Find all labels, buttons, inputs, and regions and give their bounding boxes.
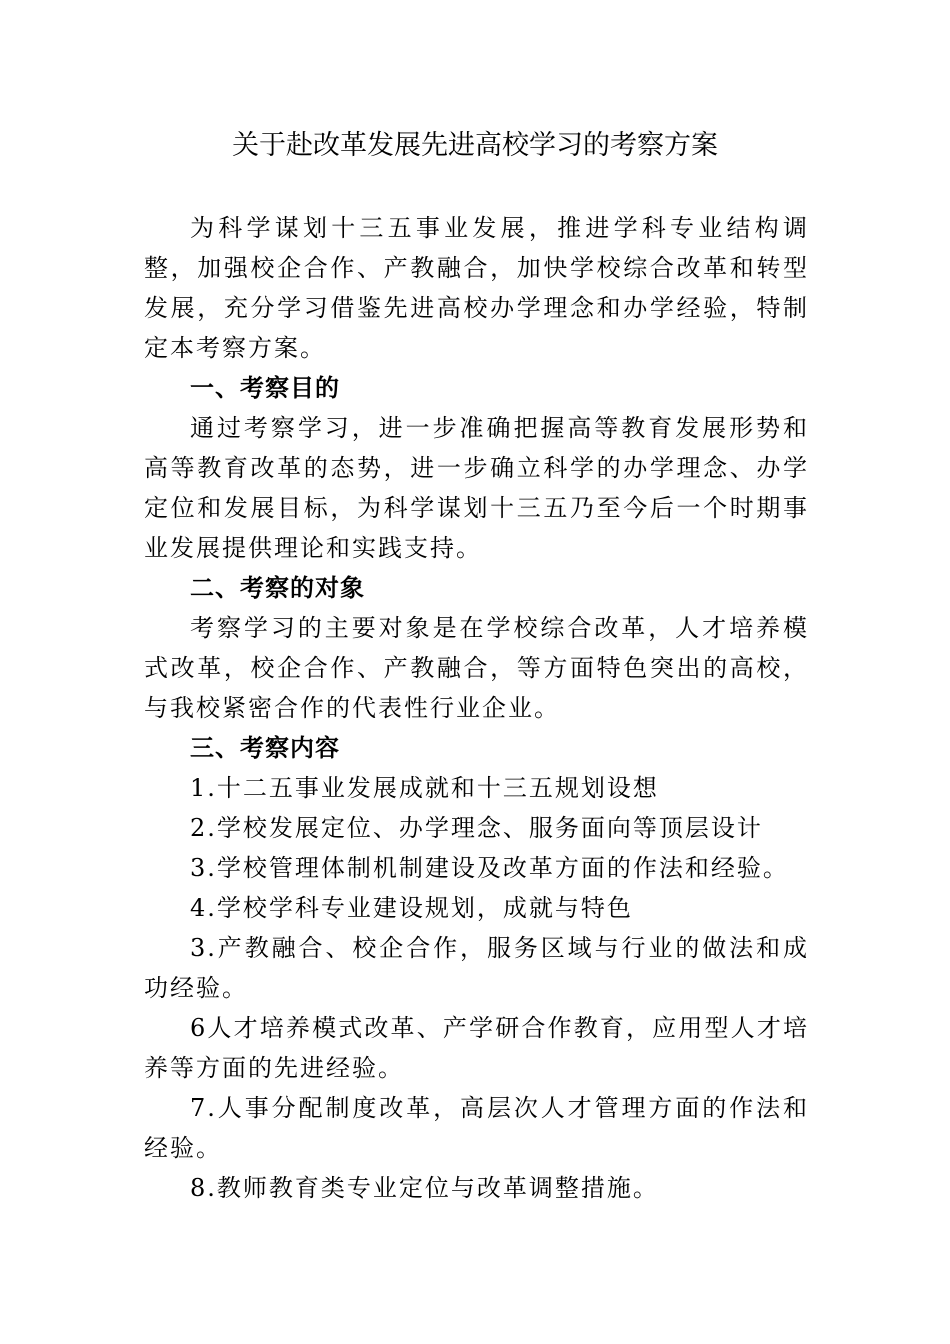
content-item: 1.十二五事业发展成就和十三五规划设想 (190, 774, 659, 802)
content-item: 3.学校管理体制机制建设及改革方面的作法和经验。 (190, 854, 789, 882)
content-item: 4.学校学科专业建设规划，成就与特色 (190, 894, 633, 922)
content-item: 3.产教融合、校企合作，服务区域与行业的做法和成功经验。 (144, 934, 809, 1002)
document-body (144, 208, 809, 1208)
section-text-targets: 考察学习的主要对象是在学校综合改革，人才培养模式改革，校企合作、产教融合，等方面特色突出的高校，与我校紧密合作的代表性行业企业。 (144, 614, 809, 722)
section-heading-targets: 二、考察的对象 (190, 574, 365, 602)
content-item: 7.人事分配制度改革，高层次人才管理方面的作法和经验。 (144, 1094, 809, 1162)
document-title: 关于赴改革发展先进高校学习的考察方案 (232, 130, 718, 161)
section-heading-content: 三、考察内容 (190, 734, 340, 762)
section-text-purpose: 通过考察学习，进一步准确把握高等教育发展形势和高等教育改革的态势，进一步确立科学的办学理念、办学定位和发展目标，为科学谋划十三五乃至今后一个时期事业发展提供理论和实践支持。 (144, 414, 809, 562)
content-item: 2.学校发展定位、办学理念、服务面向等顶层设计 (190, 814, 763, 842)
content-item: 6人才培养模式改革、产学研合作教育，应用型人才培养等方面的先进经验。 (144, 1014, 809, 1082)
content-item: 8.教师教育类专业定位与改革调整措施。 (190, 1174, 659, 1202)
intro-paragraph: 为科学谋划十三五事业发展，推进学科专业结构调整，加强校企合作、产教融合，加快学校综合改革和转型发展，充分学习借鉴先进高校办学理念和办学经验，特制定本考察方案。 (144, 214, 809, 362)
section-heading-purpose: 一、考察目的 (190, 374, 340, 402)
